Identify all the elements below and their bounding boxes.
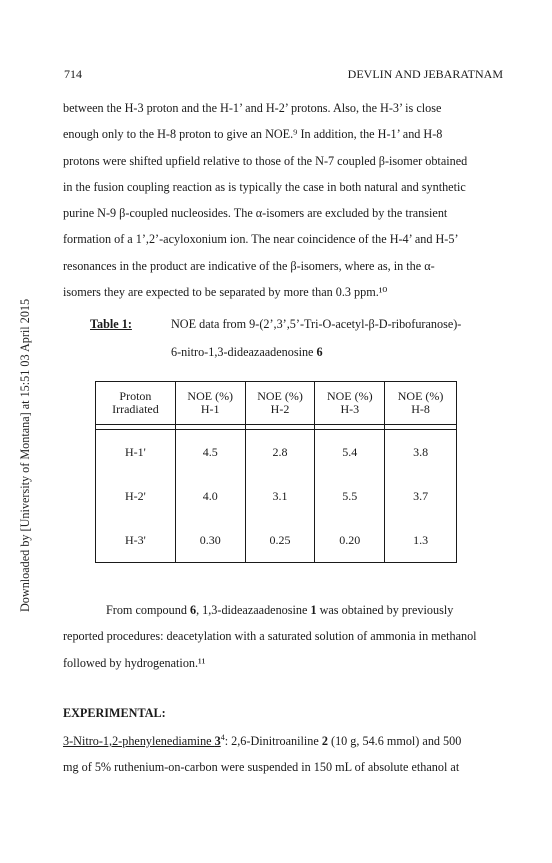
table-cell: 4.0 <box>175 474 245 518</box>
table-cell: 3.1 <box>245 474 315 518</box>
column-header: Proton Irradiated <box>96 382 176 425</box>
table-cell: 3.8 <box>385 430 457 475</box>
post-table-line: reported procedures: deacetylation with a saturated solution of ammonia in methanol <box>63 629 477 644</box>
experimental-heading: EXPERIMENTAL: <box>63 706 166 720</box>
table-cell: 0.20 <box>315 518 385 563</box>
noe-data-table <box>95 381 457 563</box>
intro-line: formation of a 1’,2’-acyloxonium ion. The near coincidence of the H-4’ and H-5’ <box>63 232 459 247</box>
table-caption-compound: 6 <box>316 345 323 359</box>
table-row <box>96 430 457 475</box>
column-header: NOE (%) H-3 <box>315 382 385 425</box>
table-cell: H-3' <box>96 518 176 563</box>
post-table-line: followed by hydrogenation.¹¹ <box>63 655 206 670</box>
experimental-paragraph <box>63 728 493 781</box>
table-cell: 0.30 <box>175 518 245 563</box>
table-cell: 4.5 <box>175 430 245 475</box>
table-label: Table 1: <box>90 317 132 331</box>
experimental-line: mg of 5% ruthenium-on-carbon were suspended in 150 mL of absolute ethanol at <box>63 760 460 775</box>
post-table-line: From compound 6, 1,3-dideazaadenosine 1 was obtained by previously <box>106 603 454 617</box>
column-header: NOE (%) H-2 <box>245 382 315 425</box>
running-head: DEVLIN AND JEBARATNAM <box>347 67 503 81</box>
intro-line: in the fusion coupling reaction as is typically the case in both natural and synthetic <box>63 179 466 194</box>
column-header: NOE (%) H-1 <box>175 382 245 425</box>
table-row <box>96 474 457 518</box>
table-cell: 0.25 <box>245 518 315 563</box>
intro-line: enough only to the H-8 proton to give an NOE.⁹ In addition, the H-1’ and H-8 <box>63 127 443 142</box>
download-watermark: Downloaded by [University of Montana] at 15:51 03 April 2015 <box>18 298 32 612</box>
table-cell: 2.8 <box>245 430 315 475</box>
intro-line: between the H-3 proton and the H-1’ and H-2’ protons. Also, the H-3’ is close <box>63 101 442 115</box>
intro-line: purine N-9 β-coupled nucleosides. The α-isomers are excluded by the transient <box>63 206 448 221</box>
table-cell: H-2' <box>96 474 176 518</box>
table-cell: 5.5 <box>315 474 385 518</box>
post-table-paragraph <box>63 597 493 676</box>
table-row <box>96 518 457 563</box>
page-number: 714 <box>64 67 82 81</box>
experimental-line: 3-Nitro-1,2-phenylenediamine $3^4$: 2,6-Dinitroaniline 2 (10 g, 54.6 mmol) and 500 <box>63 732 462 748</box>
table-cell: 3.7 <box>385 474 457 518</box>
table-cell: H-1' <box>96 430 176 475</box>
intro-paragraph <box>63 95 493 305</box>
table-header-row <box>96 382 457 425</box>
table-cell: 5.4 <box>315 430 385 475</box>
intro-line: isomers they are expected to be separated by more than 0.3 ppm.¹⁰ <box>63 285 388 300</box>
table-caption-line2 <box>171 345 323 360</box>
table-caption: NOE data from 9-(2’,3’,5’-Tri-O-acetyl-β-D-ribofuranose)- <box>171 317 462 331</box>
intro-line: protons were shifted upfield relative to those of the N-7 coupled β-isomer obtained <box>63 153 468 168</box>
table-caption-text: 6-nitro-1,3-dideazaadenosine <box>171 345 314 359</box>
table-cell: 1.3 <box>385 518 457 563</box>
compound-name: 3-Nitro-1,2-phenylenediamine <box>63 734 215 748</box>
intro-line: resonances in the product are indicative of the β-isomers, where as, in the α- <box>63 258 435 273</box>
column-header: NOE (%) H-8 <box>385 382 457 425</box>
